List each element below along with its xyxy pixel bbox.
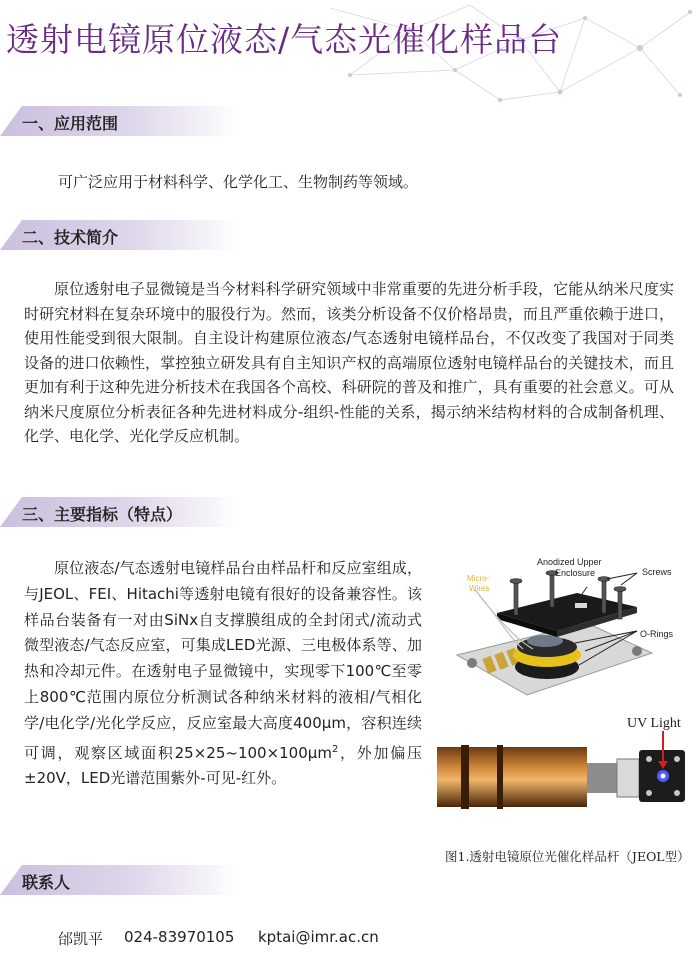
section-header-technology [0,220,240,250]
section-heading: 三、主要指标（特点） [22,505,183,524]
label-uv-light: UV Light [627,716,681,731]
superscript: 2 [331,743,339,755]
label-micro: Micro- [467,574,490,583]
contact-email[interactable]: kptai@imr.ac.cn [258,928,379,946]
label-wires: Wires [469,584,490,593]
label-screws: Screws [642,567,672,577]
label-o-rings: O-Rings [640,629,674,639]
label-enclosure: Enclosure [555,568,596,578]
contact-phone: 024-83970105 [124,928,235,946]
contact-name: 邰凯平 [58,930,104,948]
section-heading: 二、技术简介 [22,228,119,247]
figure-caption: 图1.透射电镜原位光催化样品杆（JEOL型） [445,849,690,864]
section-header-specs [0,497,240,527]
specs-text-tail: ，外加偏压±20V，LED光谱范围紫外-可见-红外。 [24,743,422,788]
sample-holder-figure [437,545,697,833]
section-heading: 联系人 [22,873,71,892]
application-text: 可广泛应用于材料科学、化学化工、生物制药等领域。 [58,173,419,191]
section-header-application [0,106,240,136]
page-title: 透射电镜原位液态/气态光催化样品台 [6,20,563,59]
technology-text: 原位透射电子显微镜是当今材料科学研究领域中非常重要的先进分析手段，它能从纳米尺度实时研究材料在复杂环境中的服役行为。然而，该类分析设备不仅价格昂贵，而且严重依赖于进口，使用性能受到很大限制。自主设计构建原位液态/气态透射电镜样品台，不仅改变了我国对于同类设备的进口依赖性，掌控独立研发具有自主知识产权的高端原位透射电镜样品台的关键技术，而且更加有利于这种先进分析技术在我国各个高校、科研院的普及和推广，具有重要的社会意义。可从纳米尺度原位分析表征各种先进材料成分-组织-性能的关系，揭示纳米结构材料的合成制备机理、化学、电化学、光化学反应机制。 [24,280,674,445]
section-heading: 一、应用范围 [22,114,119,133]
section-header-contact [0,865,240,895]
specs-text [24,556,422,792]
specs-text-main: 原位液态/气态透射电镜样品台由样品杆和反应室组成，与JEOL、FEI、Hitachi等透射电镜有很好的设备兼容性。该样品台装备有一对由SiNx自支撑膜组成的全封闭式/流动式微型液态/气态反应室，可集成LED光源、三电极体系等、加热和冷却元件。在透射电子显微镜中，实现零下100℃至零上800℃范围内原位分析测试各种纳米材料的液相/气相化学/电化学/光化学反应，反应室最大高度400μm，容积连续可调，观察区域面积25×25~100×100μm [24,559,422,762]
label-anodized-upper: Anodized Upper [537,557,602,567]
